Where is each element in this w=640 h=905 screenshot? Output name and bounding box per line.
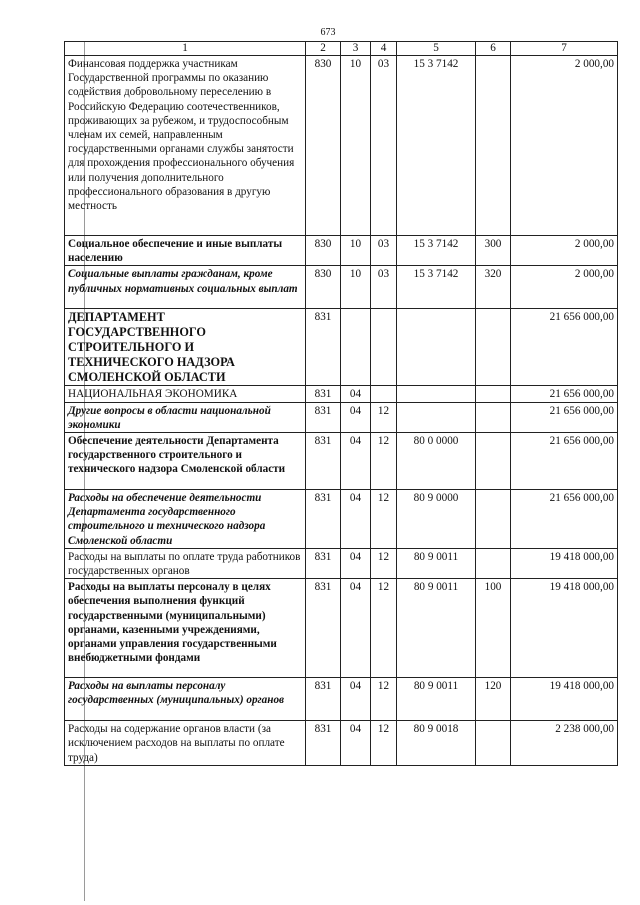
expense-type-cell <box>476 721 511 766</box>
expense-type-cell <box>476 433 511 490</box>
table-row <box>65 721 618 766</box>
section-code-cell: 04 <box>341 678 371 721</box>
row-name-cell: Расходы на выплаты персоналу государственных (муниципальных) органов <box>65 678 306 721</box>
target-article-cell: 80 9 0018 <box>397 721 476 766</box>
table-row <box>65 548 618 578</box>
expense-type-cell: 320 <box>476 266 511 309</box>
subsection-code-cell: 12 <box>371 678 397 721</box>
grbs-code-cell: 831 <box>306 433 341 490</box>
row-name-cell: НАЦИОНАЛЬНАЯ ЭКОНОМИКА <box>65 386 306 402</box>
target-article-cell: 80 9 0011 <box>397 678 476 721</box>
row-name-cell: Расходы на выплаты по оплате труда работников государственных органов <box>65 548 306 578</box>
column-header: 7 <box>511 42 618 56</box>
target-article-cell: 80 9 0011 <box>397 579 476 678</box>
subsection-code-cell <box>371 309 397 386</box>
grbs-code-cell: 831 <box>306 548 341 578</box>
subsection-code-cell: 12 <box>371 402 397 432</box>
section-code-cell: 04 <box>341 386 371 402</box>
target-article-cell <box>397 309 476 386</box>
amount-cell: 19 418 000,00 <box>511 579 618 678</box>
subsection-code-cell <box>371 386 397 402</box>
budget-table <box>64 41 618 766</box>
section-code-cell: 04 <box>341 721 371 766</box>
section-code-cell: 04 <box>341 433 371 490</box>
target-article-cell: 80 9 0000 <box>397 490 476 549</box>
grbs-code-cell: 831 <box>306 678 341 721</box>
expense-type-cell <box>476 548 511 578</box>
section-code-cell: 04 <box>341 490 371 549</box>
table-row <box>65 309 618 386</box>
grbs-code-cell: 830 <box>306 236 341 266</box>
column-header: 3 <box>341 42 371 56</box>
section-code-cell: 04 <box>341 548 371 578</box>
row-name-cell: Социальное обеспечение и иные выплаты населению <box>65 236 306 266</box>
subsection-code-cell: 12 <box>371 433 397 490</box>
expense-type-cell <box>476 56 511 236</box>
target-article-cell <box>397 386 476 402</box>
table-row <box>65 490 618 549</box>
target-article-cell: 15 3 7142 <box>397 236 476 266</box>
row-name-cell: Другие вопросы в области национальной экономики <box>65 402 306 432</box>
grbs-code-cell: 831 <box>306 490 341 549</box>
table-row <box>65 678 618 721</box>
expense-type-cell <box>476 490 511 549</box>
expense-type-cell: 120 <box>476 678 511 721</box>
amount-cell: 21 656 000,00 <box>511 386 618 402</box>
table-row <box>65 402 618 432</box>
column-header: 1 <box>65 42 306 56</box>
subsection-code-cell: 03 <box>371 56 397 236</box>
grbs-code-cell: 831 <box>306 309 341 386</box>
expense-type-cell <box>476 309 511 386</box>
section-code-cell: 04 <box>341 579 371 678</box>
section-code-cell <box>341 309 371 386</box>
grbs-code-cell: 830 <box>306 56 341 236</box>
amount-cell: 21 656 000,00 <box>511 433 618 490</box>
expense-type-cell: 100 <box>476 579 511 678</box>
table-row <box>65 266 618 309</box>
row-name-cell: Обеспечение деятельности Департамента государственного строительного и технического надзора Смоленской области <box>65 433 306 490</box>
amount-cell: 2 000,00 <box>511 236 618 266</box>
target-article-cell <box>397 402 476 432</box>
amount-cell: 2 000,00 <box>511 266 618 309</box>
column-number-row <box>65 42 618 56</box>
column-header: 6 <box>476 42 511 56</box>
grbs-code-cell: 831 <box>306 579 341 678</box>
row-name-cell: ДЕПАРТАМЕНТ ГОСУДАРСТВЕННОГО СТРОИТЕЛЬНОГО И ТЕХНИЧЕСКОГО НАДЗОРА СМОЛЕНСКОЙ ОБЛАСТИ <box>65 309 306 386</box>
target-article-cell: 80 9 0011 <box>397 548 476 578</box>
amount-cell: 2 238 000,00 <box>511 721 618 766</box>
grbs-code-cell: 831 <box>306 386 341 402</box>
target-article-cell: 80 0 0000 <box>397 433 476 490</box>
subsection-code-cell: 12 <box>371 548 397 578</box>
section-code-cell: 10 <box>341 56 371 236</box>
table-row <box>65 433 618 490</box>
column-header: 4 <box>371 42 397 56</box>
expense-type-cell <box>476 386 511 402</box>
table-row <box>65 386 618 402</box>
section-code-cell: 10 <box>341 236 371 266</box>
amount-cell: 21 656 000,00 <box>511 309 618 386</box>
amount-cell: 19 418 000,00 <box>511 678 618 721</box>
grbs-code-cell: 831 <box>306 402 341 432</box>
column-header: 2 <box>306 42 341 56</box>
page-number: 673 <box>320 27 336 38</box>
amount-cell: 21 656 000,00 <box>511 402 618 432</box>
row-name-cell: Расходы на выплаты персоналу в целях обеспечения выполнения функций государственными (муниципальными) органами, казенными учреждениями, органами управления государственными внебюджетными фондами <box>65 579 306 678</box>
row-name-cell: Социальные выплаты гражданам, кроме публичных нормативных социальных выплат <box>65 266 306 309</box>
subsection-code-cell: 03 <box>371 236 397 266</box>
column-header: 5 <box>397 42 476 56</box>
section-code-cell: 04 <box>341 402 371 432</box>
target-article-cell: 15 3 7142 <box>397 266 476 309</box>
subsection-code-cell: 12 <box>371 579 397 678</box>
expense-type-cell <box>476 402 511 432</box>
table-row <box>65 236 618 266</box>
amount-cell: 19 418 000,00 <box>511 548 618 578</box>
subsection-code-cell: 03 <box>371 266 397 309</box>
grbs-code-cell: 831 <box>306 721 341 766</box>
grbs-code-cell: 830 <box>306 266 341 309</box>
subsection-code-cell: 12 <box>371 490 397 549</box>
row-name-cell: Расходы на обеспечение деятельности Департамента государственного строительного и технического надзора Смоленской области <box>65 490 306 549</box>
section-code-cell: 10 <box>341 266 371 309</box>
row-name-cell: Расходы на содержание органов власти (за исключением расходов на выплаты по оплате труда) <box>65 721 306 766</box>
table-row <box>65 56 618 236</box>
subsection-code-cell: 12 <box>371 721 397 766</box>
table-row <box>65 579 618 678</box>
row-name-cell: Финансовая поддержка участникам Государственной программы по оказанию содействия добровольному переселению в Российскую Федерацию соотечественников, проживающих за рубежом, и трудоспособным членам их семей, направленным государственными органами службы занятости для прохождения профессионального обучения или получения дополнительного профессионального образования в другую местность <box>65 56 306 236</box>
amount-cell: 21 656 000,00 <box>511 490 618 549</box>
amount-cell: 2 000,00 <box>511 56 618 236</box>
target-article-cell: 15 3 7142 <box>397 56 476 236</box>
expense-type-cell: 300 <box>476 236 511 266</box>
